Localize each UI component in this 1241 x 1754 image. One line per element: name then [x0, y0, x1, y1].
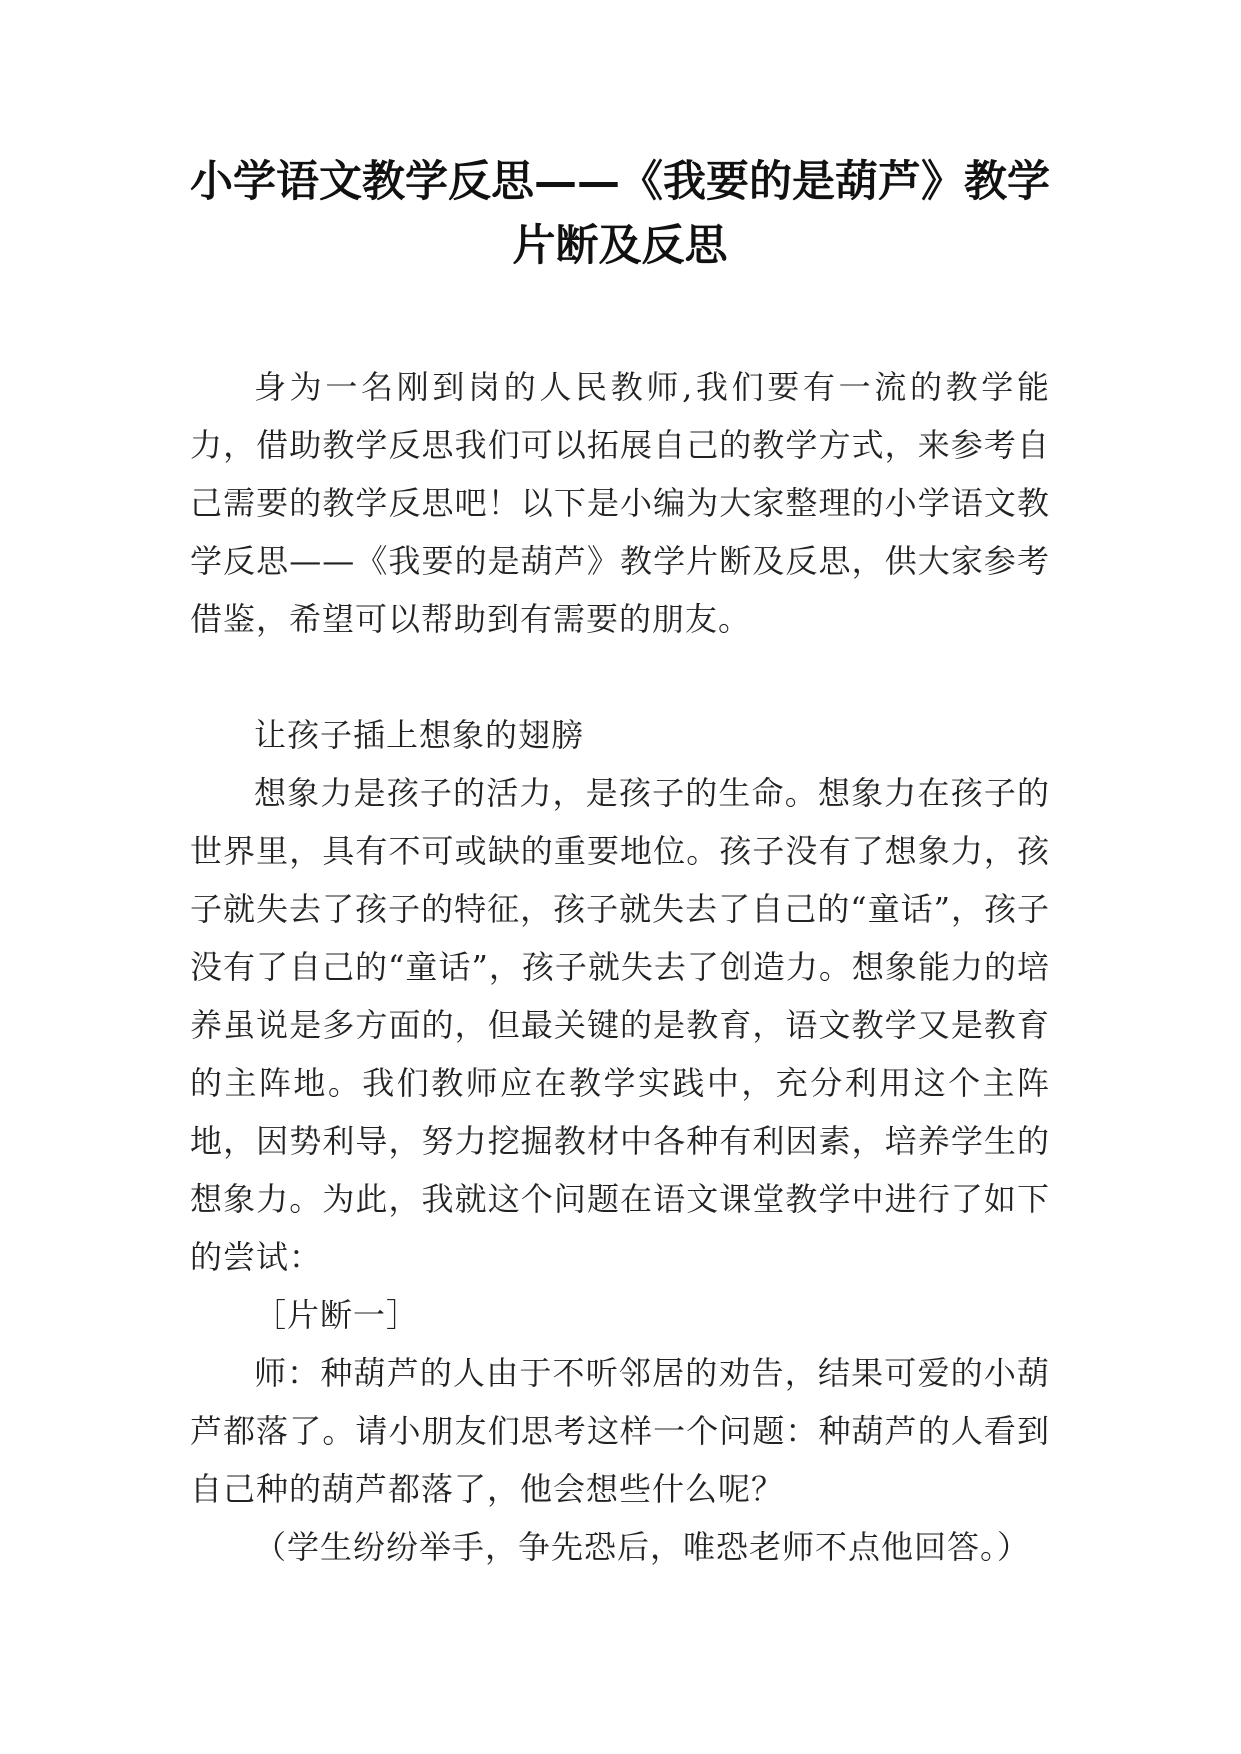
imagination-paragraph: 想象力是孩子的活力，是孩子的生命。想象力在孩子的世界里，具有不可或缺的重要地位。孩子没有了想象力，孩子就失去了孩子的特征，孩子就失去了自己的“童话”，孩子没有了自己的“童话”，孩子就失去了创造力。想象能力的培养虽说是多方面的，但最关键的是教育，语文教学又是教育的主阵地。我们教师应在教学实践中，充分利用这个主阵地，因势利导，努力挖掘教材中各种有利因素，培养学生的想象力。为此，我就这个问题在语文课堂教学中进行了如下的尝试：: [190, 774, 1050, 1276]
student-reaction: （学生纷纷举手，争先恐后，唯恐老师不点他回答。）: [254, 1528, 1031, 1566]
document-body: [190, 358, 1050, 1576]
document-title: 小学语文教学反思——《我要的是葫芦》教学片断及反思: [190, 157, 1050, 271]
fragment-label: ［片断一］: [254, 1296, 420, 1334]
teacher-line: 师：种葫芦的人由于不听邻居的劝告，结果可爱的小葫芦都落了。请小朋友们思考这样一个问题：种葫芦的人看到自己种的葫芦都落了，他会想些什么呢？: [190, 1354, 1050, 1508]
intro-paragraph: 身为一名刚到岗的人民教师,我们要有一流的教学能力，借助教学反思我们可以拓展自己的教学方式，来参考自己需要的教学反思吧！以下是小编为大家整理的小学语文教学反思——《我要的是葫芦》教学片断及反思，供大家参考借鉴，希望可以帮助到有需要的朋友。: [190, 368, 1050, 638]
section-heading: 让孩子插上想象的翅膀: [254, 716, 585, 754]
paragraph-gap: [190, 648, 1050, 706]
